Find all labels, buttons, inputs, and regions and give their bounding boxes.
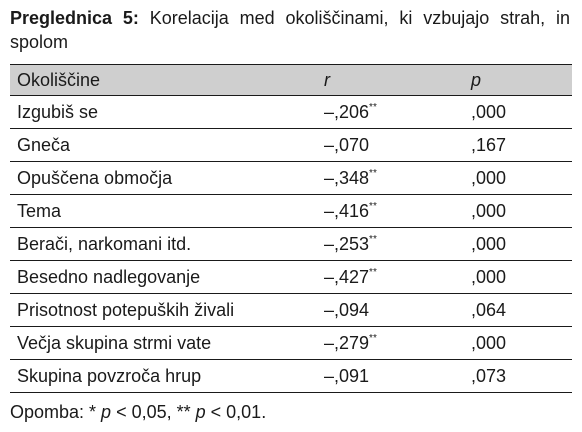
- significance-marker: **: [369, 167, 377, 179]
- table-caption: [10, 6, 570, 54]
- caption-text: Korelacija med okoliščinami, ki vzbujajo strah, in spolom: [10, 8, 571, 52]
- cell-circumstance: Besedno nadlegovanje: [10, 261, 317, 294]
- cell-circumstance: Gneča: [10, 129, 317, 162]
- caption-label: Preglednica 5:: [10, 8, 139, 28]
- cell-p: ,000: [464, 162, 572, 195]
- note-p-symbol-1: p: [101, 402, 112, 422]
- cell-circumstance: Skupina povzroča hrup: [10, 360, 317, 393]
- r-value: –,253: [324, 233, 370, 254]
- table-row: [10, 261, 572, 294]
- cell-circumstance: Prisotnost potepuških živali: [10, 294, 317, 327]
- significance-marker: **: [369, 332, 377, 344]
- cell-r: [317, 294, 464, 327]
- note-prefix: Opomba: *: [10, 402, 102, 422]
- cell-p: ,167: [464, 129, 572, 162]
- r-value: –,206: [324, 101, 370, 122]
- cell-r: [317, 327, 464, 360]
- significance-marker: **: [369, 233, 377, 245]
- cell-r: [317, 360, 464, 393]
- cell-p: ,073: [464, 360, 572, 393]
- cell-circumstance: Opuščena območja: [10, 162, 317, 195]
- cell-r: [317, 162, 464, 195]
- r-value: –,091: [324, 365, 370, 386]
- cell-r: [317, 96, 464, 129]
- cell-r: [317, 228, 464, 261]
- header-p: p: [464, 65, 572, 96]
- table-row: [10, 162, 572, 195]
- cell-p: ,000: [464, 327, 572, 360]
- table-row: [10, 327, 572, 360]
- significance-marker: **: [369, 101, 377, 113]
- r-value: –,094: [324, 299, 370, 320]
- table-row: [10, 96, 572, 129]
- r-value: –,348: [324, 167, 370, 188]
- header-r: r: [317, 65, 464, 96]
- cell-p: ,000: [464, 228, 572, 261]
- cell-circumstance: Tema: [10, 195, 317, 228]
- correlation-table: [10, 64, 572, 393]
- cell-circumstance: Izgubiš se: [10, 96, 317, 129]
- cell-p: ,000: [464, 96, 572, 129]
- r-value: –,427: [324, 266, 370, 287]
- table-row: [10, 360, 572, 393]
- significance-marker: **: [369, 266, 377, 278]
- table-row: [10, 195, 572, 228]
- cell-r: [317, 261, 464, 294]
- note-suffix: < 0,01.: [205, 402, 267, 422]
- cell-p: ,000: [464, 261, 572, 294]
- cell-circumstance: Berači, narkomani itd.: [10, 228, 317, 261]
- header-circumstances: Okoliščine: [10, 65, 317, 96]
- cell-p: ,064: [464, 294, 572, 327]
- table-row: [10, 294, 572, 327]
- r-value: –,416: [324, 200, 370, 221]
- table-body: [10, 96, 572, 393]
- table-note: [10, 400, 266, 424]
- note-p-symbol-2: p: [195, 402, 206, 422]
- cell-r: [317, 195, 464, 228]
- table-row: [10, 129, 572, 162]
- significance-marker: **: [369, 200, 377, 212]
- table-header-row: [10, 65, 572, 96]
- cell-r: [317, 129, 464, 162]
- table-row: [10, 228, 572, 261]
- r-value: –,279: [324, 332, 370, 353]
- note-mid: < 0,05, **: [111, 402, 196, 422]
- r-value: –,070: [324, 134, 370, 155]
- cell-p: ,000: [464, 195, 572, 228]
- cell-circumstance: Večja skupina strmi vate: [10, 327, 317, 360]
